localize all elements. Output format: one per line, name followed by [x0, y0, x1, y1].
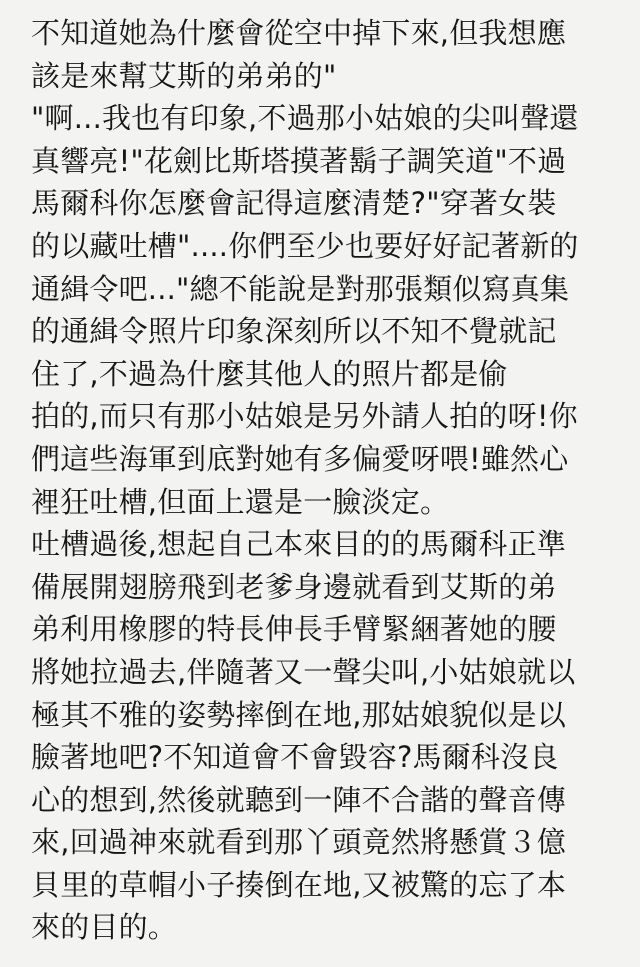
text-line: 來的目的。 — [31, 910, 178, 945]
text-line: 臉著地吧?不知道會不會毀容?馬爾科沒良 — [31, 740, 559, 775]
text-line: 將她拉過去,伴隨著又一聲尖叫,小姑娘就以 — [31, 654, 576, 689]
text-line: 來,回過神來就看到那丫頭竟然將懸賞３億 — [31, 825, 567, 860]
text-line: 真響亮!"花劍比斯塔摸著鬍子調笑道"不過 — [31, 143, 567, 178]
text-line: 通緝令吧..."總不能說是對那張類似寫真集 — [31, 271, 570, 306]
text-line: 心的想到,然後就聽到一陣不合諧的聲音傳 — [31, 782, 567, 817]
text-line: 馬爾科你怎麼會記得這麼清楚?"穿著女裝 — [31, 186, 557, 221]
text-line: 極其不雅的姿勢摔倒在地,那姑娘貌似是以 — [31, 697, 567, 732]
text-line: 的通緝令照片印象深刻所以不知不覺就記 — [31, 314, 557, 349]
text-line: 貝里的草帽小子揍倒在地,又被驚的忘了本 — [31, 867, 567, 902]
text-line: 備展開翅膀飛到老爹身邊就看到艾斯的弟 — [31, 569, 557, 604]
text-line: 弟利用橡膠的特長伸長手臂緊綑著她的腰 — [31, 612, 557, 647]
text-line: 裡狂吐槽,但面上還是一臉淡定。 — [31, 484, 450, 519]
text-line: 吐槽過後,想起自己本來目的的馬爾科正準 — [31, 527, 567, 562]
text-line: 該是來幫艾斯的弟弟的" — [31, 58, 337, 93]
text-line: 的以藏吐槽"....你們至少也要好好記著新的 — [31, 228, 579, 263]
text-line: 拍的,而只有那小姑娘是另外請人拍的呀!你 — [31, 399, 578, 434]
text-line: "啊...我也有印象,不過那小姑娘的尖叫聲還 — [31, 101, 579, 136]
text-line: 不知道她為什麼會從空中掉下來,但我想應 — [31, 16, 567, 50]
text-line: 住了,不過為什麼其他人的照片都是偷 — [31, 356, 508, 391]
text-line: 們這些海軍到底對她有多偏愛呀喂!雖然心 — [31, 441, 569, 476]
